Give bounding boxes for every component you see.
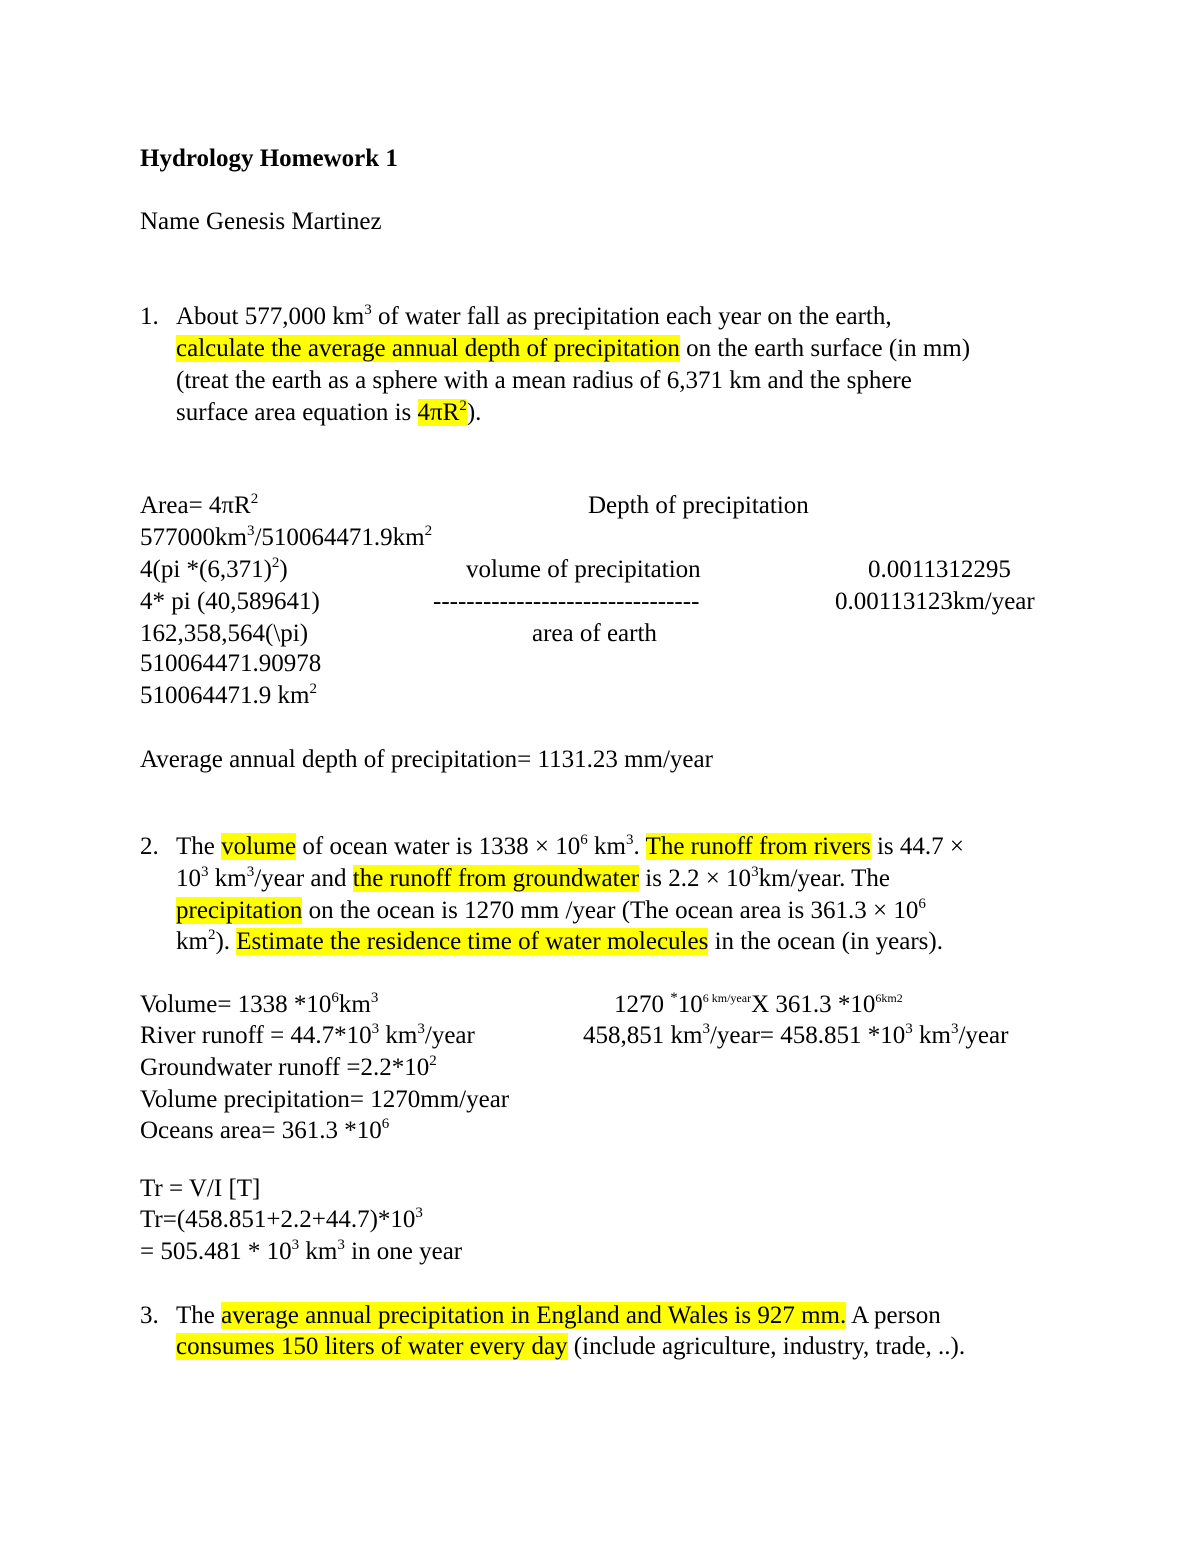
question-line: surface area equation is $4\pi R^2$). [176, 397, 482, 426]
fraction-denominator: area of earth [532, 620, 657, 647]
work-line: 4* pi (40,589641) [140, 588, 320, 615]
work-line: 162,358,564(\pi) [140, 620, 309, 647]
answer-result: Average annual depth of precipitation= 1131.23 mm/year [140, 746, 713, 773]
work-line: Volume precipitation= 1270mm/year [140, 1086, 510, 1113]
question-line: calculate the average annual depth of precipitation on the earth surface (in mm) [176, 335, 971, 362]
fraction-numerator: volume of precipitation [466, 556, 701, 583]
highlighted-text: consumes 150 liters of water every day [176, 1333, 568, 1360]
question-line: The volume of ocean water is $1338 \times 10^6$ $km^3$. The runoff from rivers is 44.7 × [176, 831, 964, 860]
question-line: About 577,000 $km^3$ of water fall as precipitation each year on the earth, [176, 301, 892, 330]
question-line: The average annual precipitation in England and Wales is 927 mm. A person [176, 1302, 941, 1329]
work-line: = $505.481 * 10^3$ $km^3$ in one year [140, 1236, 463, 1265]
fraction-line: -------------------------------- [433, 588, 700, 615]
highlighted-text: $4\pi R^2$ [417, 397, 467, 426]
question-number: 1. [140, 303, 159, 330]
highlighted-text: volume [221, 833, 297, 860]
result-value: 0.00113123km/year [835, 588, 1035, 615]
question-number: 2. [140, 833, 159, 860]
question-number: 3. [140, 1302, 159, 1329]
work-line: Groundwater runoff $=2.2*10^2$ [140, 1052, 437, 1081]
page-title: Hydrology Homework 1 [140, 145, 398, 172]
work-line: 1270 $^*10^{6 km/year}X$ 361.3 $*10^{6km2}$ [614, 989, 903, 1018]
work-line: 510064471.9 $km^2$ [140, 680, 317, 709]
highlighted-text: precipitation [176, 897, 303, 924]
work-line: 510064471.90978 [140, 650, 322, 677]
work-line: Tr = V/I [T] [140, 1175, 261, 1202]
highlighted-text: average annual precipitation in England and Wales is 927 mm. [221, 1302, 847, 1329]
question-line: $km^2$). Estimate the residence time of water molecules in the ocean (in years). [176, 926, 943, 955]
work-line: 458,851 $km^3/year= 458.851$ $*10^3$ $km^3$/year [583, 1020, 1009, 1049]
question-line: (treat the earth as a sphere with a mean radius of 6,371 km and the sphere [176, 367, 912, 394]
question-line: consumes 150 liters of water every day (include agriculture, industry, trade, ..). [176, 1333, 966, 1360]
highlighted-text: The runoff from rivers [645, 833, 871, 860]
work-line: Oceans area= 361.3 $*10^6$ [140, 1115, 390, 1144]
highlighted-text: the runoff from groundwater [352, 865, 640, 892]
question-line: $10^3$ $km^3$/year and the runoff from groundwater is $2.2 \times 10^3km$/year. The [176, 863, 891, 892]
student-name: Name Genesis Martinez [140, 208, 382, 235]
depth-label: Depth of precipitation [588, 492, 809, 519]
highlighted-text: calculate the average annual depth of precipitation [176, 335, 680, 362]
question-line: precipitation on the ocean is 1270 mm /year (The ocean area is $361.3 \times 10^6$ [176, 895, 926, 924]
work-line: $577000km^3/510064471.9km^2$ [140, 522, 433, 551]
work-line: Volume= 1338 $*10^6km^3$ [140, 989, 379, 1018]
result-value: 0.0011312295 [868, 556, 1011, 583]
work-line: Area= $4\pi R^2$ [140, 490, 259, 519]
work-line: 4(pi $*(6,371)^2$) [140, 554, 288, 583]
highlighted-text: Estimate the residence time of water molecules [236, 928, 709, 955]
work-line: River runoff = $44.7*10^3$ $km^3$/year [140, 1020, 475, 1049]
work-line: $Tr=(458.851+2.2+44.7)*10^3$ [140, 1204, 423, 1233]
